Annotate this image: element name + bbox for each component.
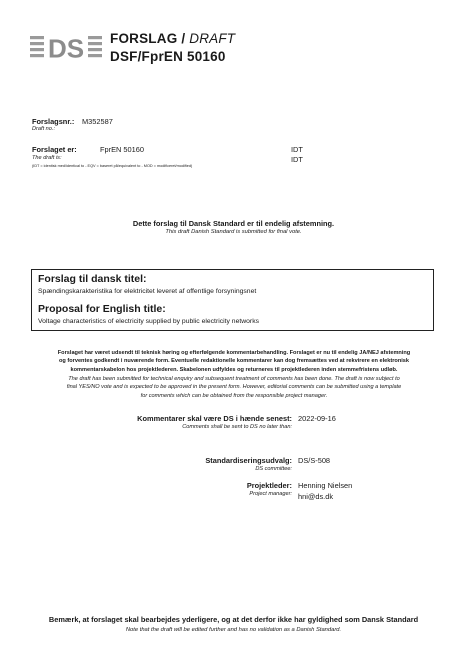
project-manager-sub: Project manager: [249, 491, 292, 497]
proposal-no-label: Forslagsnr.: [32, 117, 75, 126]
final-vote-notice: Dette forslag til Dansk Standard er til endelig afstemning. [132, 219, 335, 228]
comment-deadline-sub: Comments shall be sent to DS no later than: [182, 424, 292, 430]
equivalence-legend: (IDT = identisk med/identical to - EQV = baseret på/equivalent to - MOD = modificeret/modified) [32, 164, 193, 168]
final-vote-notice-en: This draft Danish Standard is submitted for final vote. [165, 229, 302, 235]
english-title-heading: Proposal for English title: [38, 303, 166, 315]
english-explanation: The draft has been submitted for technical enquiry and subsequent treatment of comments has been done. The draft is now subject to final YES/NO vote and is expected to be approved in the present form. However, editorial comments can be submitted using a template for comments which can be obtained from the responsible project manager. [66, 376, 402, 399]
svg-text:DS: DS [47, 33, 85, 63]
footer-notice-en: Note that the draft will be edited further and has no validation as a Danish Standard. [125, 627, 342, 633]
ds-logo [30, 33, 102, 63]
document-title: FORSLAG / DRAFT [110, 31, 236, 46]
project-manager-label: Projektleder: [246, 481, 292, 490]
proposal-is-value: FprEN 50160 [100, 145, 144, 154]
proposal-is-code: IDT [291, 145, 303, 154]
proposal-no-value: M352587 [82, 117, 113, 126]
document-id: DSF/FprEN 50160 [110, 49, 226, 64]
draft-is-sub: The draft is: [32, 155, 62, 161]
comment-deadline-label: Kommentarer skal være DS i hænde senest: [137, 414, 292, 423]
project-manager-email[interactable]: hni@ds.dk [298, 492, 334, 501]
project-manager-name: Henning Nielsen [298, 481, 353, 490]
committee-sub: DS committee: [255, 466, 292, 472]
title-box [31, 269, 434, 331]
danish-title: Spændingskarakteristika for elektricitet leveret af offentlige forsyningsnet [38, 288, 257, 295]
committee-value: DS/S-508 [298, 456, 331, 465]
footer-notice: Bemærk, at forslaget skal bearbejdes yderligere, og at det derfor ikke har gyldighed som Dansk Standard [48, 615, 419, 624]
committee-label: Standardiseringsudvalg: [205, 456, 292, 465]
danish-explanation: Forslaget har været udsendt til teknisk høring og efterfølgende kommentarbehandling. Forslaget er nu til endelig JA/NEJ afstemning og forventes godkendt i nuværende form. Eventuelle redaktionelle kommentarer kan dog fremsættes ved at rekvirere en elektronisk kommentarskabelon hos projektlederen. Skabelonen udfyldes og returneres til projektlederen inden stemmefristens udløb. [57, 350, 411, 373]
english-title: Voltage characteristics of electricity supplied by public electricity networks [38, 318, 259, 325]
proposal-is-label: Forslaget er: [32, 145, 77, 154]
danish-title-heading: Forslag til dansk titel: [38, 273, 147, 285]
draft-is-code: IDT [291, 155, 303, 164]
proposal-no-sub: Draft no.: [32, 126, 56, 132]
comment-deadline-value: 2022-09-16 [298, 414, 336, 423]
